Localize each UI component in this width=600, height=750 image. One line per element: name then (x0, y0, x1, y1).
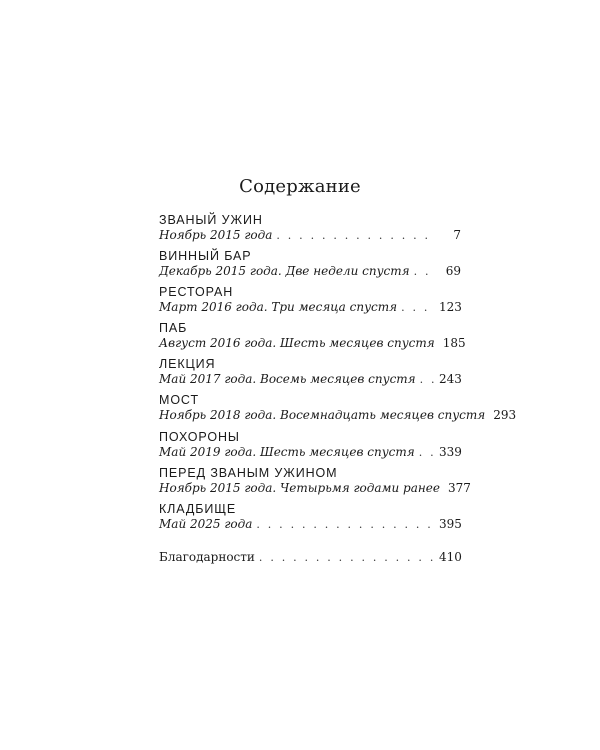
page-number: 377 (447, 480, 471, 495)
chapter-title: ВИННЫЙ БАР (159, 249, 252, 264)
chapter-subtitle: Май 2017 года. Восемь месяцев спустя (159, 372, 416, 387)
page-number: 69 (445, 264, 461, 279)
dot-leader (256, 517, 435, 532)
chapter-title: ПАБ (159, 321, 188, 336)
page-number: 123 (439, 300, 462, 315)
page-number: 185 (442, 336, 466, 351)
dot-leader (420, 372, 435, 387)
toc-entry (159, 357, 461, 393)
acknowledgements-label: Благодарности (159, 549, 255, 564)
page-number: 293 (493, 408, 517, 423)
dot-leader (401, 300, 435, 315)
page-number: 243 (439, 372, 462, 387)
chapter-subtitle: Ноябрь 2015 года (159, 228, 273, 242)
dot-leader (419, 445, 435, 460)
toc-entry (159, 465, 471, 502)
chapter-title: РЕСТОРАН (159, 285, 234, 300)
dot-leader (276, 228, 435, 243)
chapter-title: ПОХОРОНЫ (159, 429, 240, 444)
chapter-subtitle: Декабрь 2015 года. Две недели спустя (159, 264, 410, 279)
chapter-title: МОСТ (159, 393, 199, 408)
dot-leader (259, 550, 435, 565)
toc-entry (159, 430, 461, 466)
toc-entry (159, 502, 461, 538)
page-title: Содержание (239, 176, 361, 197)
toc-entry (159, 249, 461, 285)
chapter-subtitle: Август 2016 года. Шесть месяцев спустя (159, 336, 435, 351)
toc-entry (159, 285, 461, 321)
toc-entry-acknowledgements (159, 550, 461, 565)
chapter-subtitle: Май 2019 года. Шесть месяцев спустя (159, 444, 415, 459)
chapter-subtitle: Март 2016 года. Три месяца спустя (159, 300, 398, 315)
chapter-subtitle: Май 2025 года (159, 516, 253, 531)
toc-entry (159, 213, 461, 249)
dot-leader (414, 264, 435, 279)
chapter-subtitle: Ноябрь 2015 года. Четырьмя годами ранее (159, 480, 440, 495)
chapter-title: КЛАДБИЩЕ (159, 501, 237, 516)
chapter-title: ЛЕКЦИЯ (159, 357, 216, 372)
chapter-title: ПЕРЕД ЗВАНЫМ УЖИНОМ (159, 465, 338, 480)
toc-entry (159, 393, 517, 429)
page-number: 7 (453, 228, 461, 242)
toc-entry (159, 321, 466, 357)
chapter-subtitle: Ноябрь 2018 года. Восемнадцать месяцев спустя (159, 408, 486, 423)
page-number: 395 (439, 516, 462, 531)
chapter-title: ЗВАНЫЙ УЖИН (159, 213, 263, 227)
table-of-contents (159, 213, 517, 565)
page-number: 410 (439, 549, 462, 564)
page-number: 339 (439, 444, 462, 459)
